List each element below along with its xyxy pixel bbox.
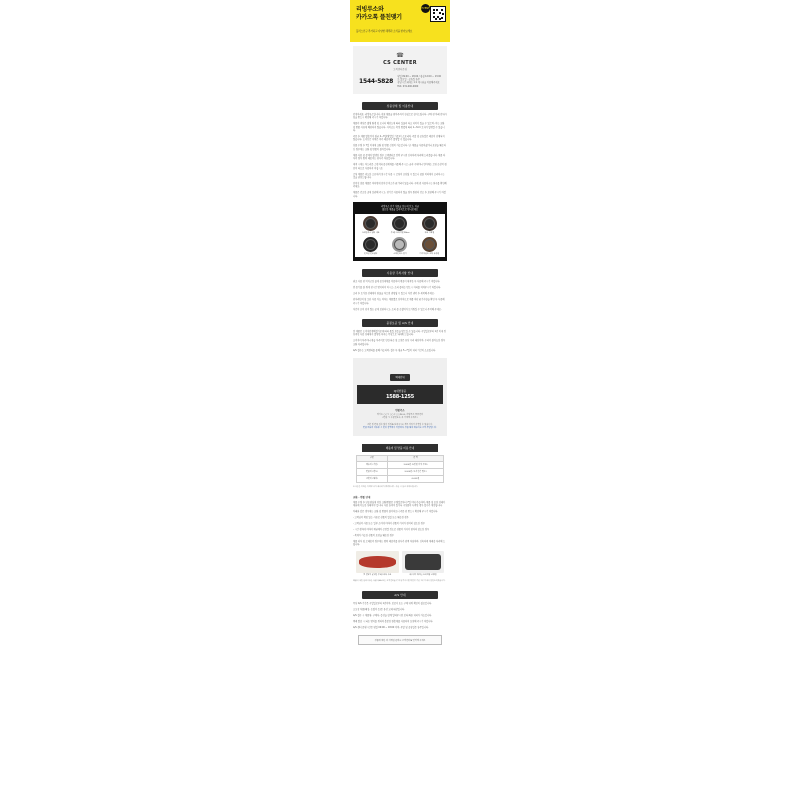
feature-thumbnail xyxy=(356,551,399,573)
return-address: 경기도 ○○시 ○○구 ○○로 00, 리빙루소 물류센터 (반품 시 주문번호를 꼭 기재해 주세요) xyxy=(376,413,424,419)
feature-image-row xyxy=(356,551,444,577)
phone-icon: ☎ xyxy=(396,52,404,59)
contact-cs-button[interactable]: 상품에 대한 더 자세한 문의는 고객센터로 연락해 주세요 xyxy=(358,635,442,645)
table-header-row xyxy=(357,455,444,462)
table-cell: 반품비 (편도) xyxy=(357,469,388,476)
product-cell[interactable] xyxy=(357,216,384,234)
product-thumbnail xyxy=(363,237,378,252)
banner-title: 리빙루소와 카카오톡 플친맺기 xyxy=(356,6,402,21)
delivery-pill: 택배안내 xyxy=(390,374,409,381)
product-thumbnail xyxy=(392,216,407,231)
product-caption: 스테인리스 찜기 xyxy=(393,252,407,255)
cs-contact-row xyxy=(357,75,443,88)
feature-caption: 열 전달이 균일한 통3중 바닥 구조 xyxy=(363,574,392,577)
section-body-product-info: 안녕하세요, 리빙루소입니다. 저희 제품을 찾아주셔서 진심으로 감사드립니다. 구매 전 아래 안내사항을 반드시 확인해 주시기 바랍니다. 제품의 색상은 촬영 환경 및 모니터 해상도에 따라 실물과 다소 차이가 있을 수 있으며, 이는 교환 및 반품 사유에 해당하지 않습니다. 사이즈는 측정 방법에 따라 1~3cm 오차가 발생할 수 있습니다. 주문 후 제품 발송까지 평균 2~3일(영업일 기준)이 소요되며, 주말 및 공휴일은 배송이 진행되지 않습니다. 도서산간 지역은 추가 배송비가 발생할 수 있습니다. 상품 수령 후 7일 이내에 교환 및 반품 신청이 가능합니다. 단, 제품을 사용하셨거나 포장을 훼손하신 경우에는 교환 및 반품이 불가합니다. 제품 사용 중 문제가 발생한 경우 고객센터로 연락 주시면 신속하게 처리해 드리겠습니다. 제품 하자의 경우 왕복 배송비는 당사가 부담합니다. 세척 시에는 부드러운 스펀지와 중성세제를 사용해 주시고, 금속 수세미나 연마제는 코팅 손상의 원인이 되므로 사용하지 마십시오. 코팅 제품은 과도한 고온에서 장시간 사용 시 코팅이 손상될 수 있으니 중불 이하에서 조리하시는 것을 권장드립니다. 인덕션 겸용 제품은 바닥면에 인덕션 마크가 표기되어 있습니다. 구매 전 사용하시는 화구를 확인해 주세요. 제품은 건조한 곳에 보관해 주시고, 장기간 사용하지 않을 경우 완전히 건조 후 보관해 주시기 바랍니다. xyxy=(353,112,447,198)
product-cell[interactable] xyxy=(416,216,443,234)
shipping-table-note: 도서산간 지역은 지역별 추가 배송비가 발생합니다. 주문 시 참고 부탁드립니다. xyxy=(353,485,419,488)
table-row xyxy=(357,475,444,482)
cs-phone-number[interactable]: 1544-5828 xyxy=(359,77,394,85)
cs-subtitle: 고객센터운영 xyxy=(393,68,407,71)
product-grid-title: 리빙루소 인기 상품을 한눈에 보고, 지금 필요한 제품을 합리적으로 만나보세요 xyxy=(381,205,419,212)
product-grid xyxy=(355,214,445,257)
return-address-title: 반품주소 xyxy=(395,409,405,413)
carrier-name: CJ대한통운 xyxy=(393,390,407,394)
table-row xyxy=(357,469,444,476)
product-caption: 무쇠 그릴팬 xyxy=(424,232,435,235)
product-cell[interactable] xyxy=(416,237,443,255)
feature-thumbnail xyxy=(402,551,445,573)
product-caption: 다이아몬드 코팅 궁중팬 xyxy=(419,252,440,255)
qr-code-icon xyxy=(430,6,446,22)
content-column xyxy=(350,0,450,645)
table-row xyxy=(357,462,444,469)
table-cell: 교환비 (왕복) xyxy=(357,475,388,482)
product-cell[interactable] xyxy=(386,237,413,255)
product-caption: 인덕션 전골냄비 xyxy=(363,252,378,255)
table-cell: 3,000원 (5만원 이상 무료) xyxy=(387,462,443,469)
feature-image-item xyxy=(356,551,399,577)
product-cell[interactable] xyxy=(386,216,413,234)
product-grid-section xyxy=(353,202,447,261)
table-cell: 3,000원 (도서산간 별도) xyxy=(387,469,443,476)
cs-center-box xyxy=(353,46,447,94)
product-thumbnail xyxy=(422,216,437,231)
delivery-carrier xyxy=(357,385,443,404)
section-header-product-info: 상품상세 및 이용안내 xyxy=(362,102,438,110)
banner-subtitle: 플러스친구 추가하고 다양한 혜택과 소식을 받아보세요 xyxy=(356,30,413,33)
shipping-table xyxy=(356,455,444,483)
carrier-phone[interactable]: 1588-1255 xyxy=(385,394,415,401)
product-cell[interactable] xyxy=(357,237,384,255)
shipping-table-header: 배송비 및 반품 비용 안내 xyxy=(362,444,438,452)
delivery-box xyxy=(353,358,447,436)
kakao-badge-icon: EVENT xyxy=(421,4,430,13)
exchange-return-heading: 교환 · 반품 안내 xyxy=(353,495,371,499)
product-thumbnail xyxy=(422,237,437,252)
product-caption: 스테인리스 냄비 세트 xyxy=(361,232,380,235)
section-header-as: A/S 안내 xyxy=(362,591,438,599)
section-header-usage-guide: 사용상 주의사항 안내 xyxy=(362,269,438,277)
delivery-note: 교환 및 반품 접수 없이 임의로 보내주시는 경우 처리가 지연될 수 있습니다. 반품 배송비 미동봉 시 환불 금액에서 차감되며, 상품 왕복 배송비는 고객 부담입니다. xyxy=(363,423,437,429)
product-thumbnail xyxy=(392,237,407,252)
exchange-return-body: 제품 수령 후 단순변심에 의한 교환/반품은 수령일로부터 7일 이내 가능하며, 제품 및 포장 상태가 재판매 가능한 상태여야 합니다. 사용 흔적이 있거나 구성품이 누락된 경우 접수가 제한됩니다. 아래와 같은 경우에는 교환 및 반품이 불가하오니 주문 전 반드시 확인해 주시기 바랍니다. - 고객님의 책임 있는 사유로 상품이 멸실 또는 훼손된 경우 - 고객님의 사용 또는 일부 소비에 의하여 상품의 가치가 현저히 감소한 경우 - 시간 경과에 의하여 재판매가 곤란할 정도로 상품의 가치가 현저히 감소한 경우 - 복제가 가능한 상품의 포장을 훼손한 경우 제품 하자 및 오배송의 경우에는 왕복 배송비를 당사가 전액 부담하며, 신속하게 재배송 처리해 드립니다. xyxy=(353,500,446,547)
cs-hours: 평일 09:00 ~ 18:00 / 점심 12:00 ~ 13:00 토·일요일 · 공휴일 휴무 상담시간 외에는 1:1 게시판을 이용해주세요 FAX. 031-000-0000 xyxy=(397,75,441,88)
section-body-usage-guide: 최초 사용 전 미지근한 물에 중성세제를 이용하여 깨끗이 세척한 후 사용해 주시기 바랍니다. 빈 용기를 불 위에 장시간 방치하지 마시고, 조리 중에는 반드시 자리를 지켜주시기 바랍니다. 조리 후 뜨거운 상태에서 찬물을 부으면 변형될 수 있으니 자연 냉각 후 세척해 주세요. 전자레인지 및 오븐 사용 가능 여부는 제품별로 상이하므로 제품 하단 표기사항을 확인 후 사용해 주시기 바랍니다. 어린이 손이 닿지 않는 곳에 보관하시고, 조리 중 손잡이가 뜨거워질 수 있으니 주의해 주세요. xyxy=(353,280,445,311)
feature-image-item xyxy=(402,551,445,577)
feature-caption: 내구성이 뛰어난 프리미엄 코팅면 xyxy=(409,574,437,577)
table-column-header: 구분 xyxy=(357,455,388,462)
product-caption: 통3중 프라이팬 28cm xyxy=(390,232,410,235)
section-body-as-guide: 본 제품은 소비자분쟁해결기준에 따라 품질 보증을 받으실 수 있습니다. 구입일로부터 1년 이내 정상적인 사용 상태에서 발생한 하자는 무상으로 처리해 드립니다. 소비자의 부주의나 취급 부주의로 인한 파손 및 고장은 유상 수리 대상이며, 수리가 불가능한 경우 교환 처리됩니다. A/S 접수는 고객센터를 통해 가능하며, 접수 후 평균 5~7일의 처리 기간이 소요됩니다. xyxy=(353,329,446,352)
table-cell: 배송비 (기본) xyxy=(357,462,388,469)
table-column-header: 금 액 xyxy=(387,455,443,462)
table-cell: 6,000원 xyxy=(387,475,443,482)
section-body-as: 무상 A/S 기간은 구입일로부터 1년이며, 보증서 또는 구매 내역 확인이 필요합니다. 소모성 부품(패킹, 손잡이 등)은 유상 교체 대상입니다. A/S 접수 시 제품명, 구매처, 증상을 함께 알려주시면 보다 빠른 처리가 가능합니다. 택배 발송 시 파손 방지를 위하여 충분한 완충재를 사용하여 포장해 주시기 바랍니다. A/S 센터 운영시간은 평일 09:00 ~ 18:00 이며, 주말 및 공휴일은 휴무입니다. xyxy=(353,601,434,629)
section-header-as-guide: 품질보증 및 A/S 안내 xyxy=(362,319,438,327)
closing-note: 제품에 대한 문의사항은 상품 Q&A 또는 고객센터를 통해 남겨주시면 영업일 기준 1일 이내에 답변드리겠습니다. xyxy=(353,579,446,582)
product-thumbnail xyxy=(363,216,378,231)
kakao-promo-banner[interactable] xyxy=(350,0,450,42)
cs-title: CS CENTER xyxy=(383,60,417,66)
